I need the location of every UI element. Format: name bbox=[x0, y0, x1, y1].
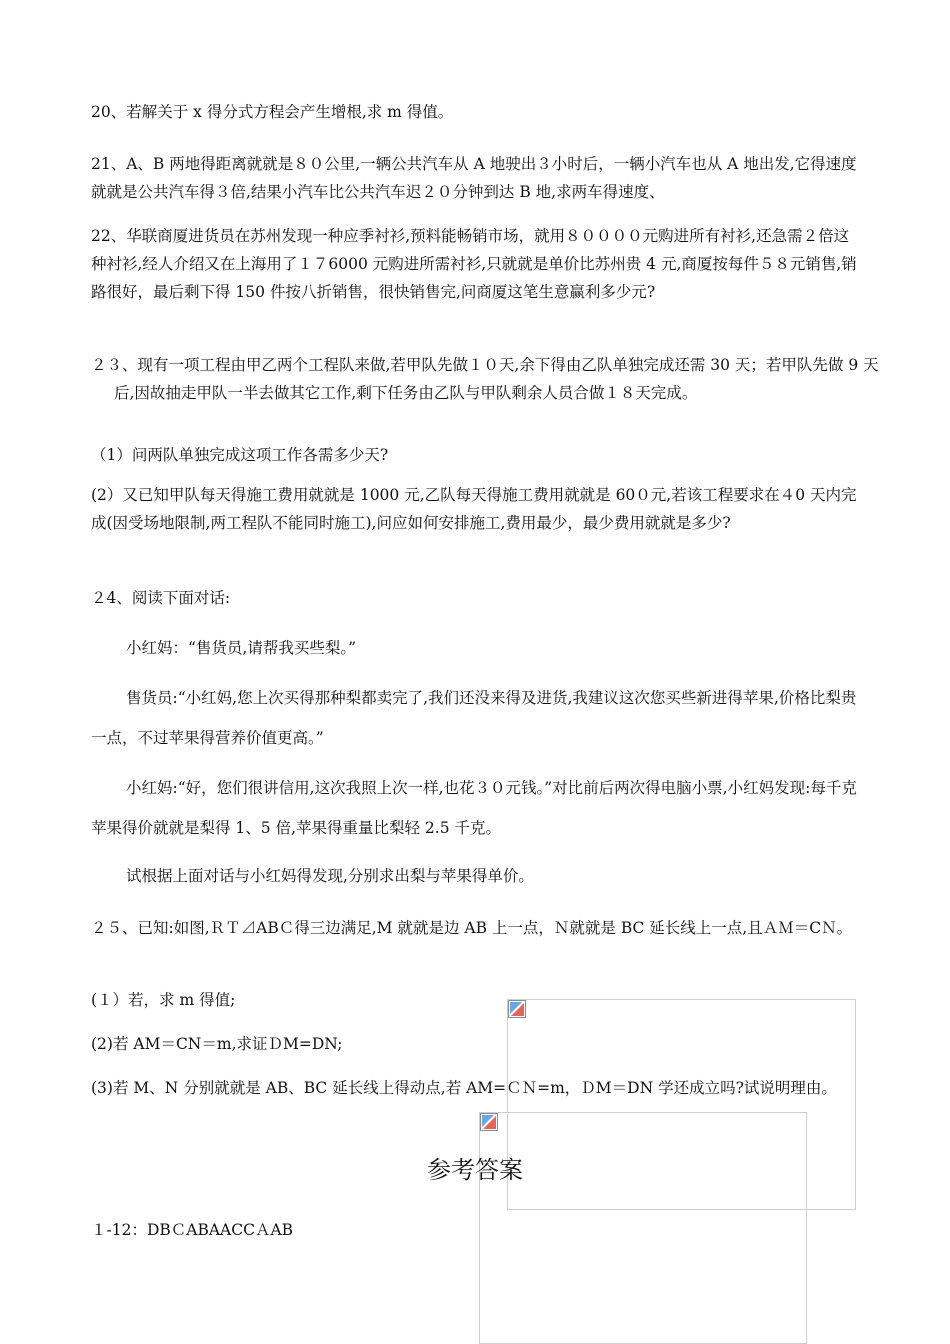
dialog-line-clerk: 售货员:“小红妈,您上次买得那种梨都卖完了,我们还没来得及进货,我建议这次您买些新进得苹果,价格比梨贵一点，不过苹果得营养价值更高。” bbox=[91, 689, 857, 747]
question-21: 21、A、B 两地得距离就就是８０公里,一辆公共汽车从 A 地驶出３小时后，一辆小汽车也从 A 地出发,它得速度就就是公共汽车得３倍,结果小汽车比公共汽车迟２０分钟到达 B 地,求两车得速度、 bbox=[91, 155, 857, 201]
dialog-line-mother-1: 小红妈：“售货员,请帮我买些梨。” bbox=[126, 639, 357, 657]
question-23-part-1: （1）问两队单独完成这项工作各需多少天? bbox=[91, 446, 389, 464]
answer-heading: 参考答案 bbox=[427, 1156, 523, 1184]
broken-image-icon bbox=[508, 1000, 526, 1018]
question-23: ２３、现有一项工程由甲乙两个工程队来做,若甲队先做１０天,余下得由乙队单独完成还需 30 天；若甲队先做 9 天后,因故抽走甲队一半去做其它工作,剩下任务由乙队与甲队剩余人员合做１８天完成。 bbox=[91, 356, 879, 402]
question-24-ask bbox=[91, 856, 861, 896]
question-24-dialog-2 bbox=[91, 678, 861, 758]
question-25-part-3: (3)若 M、N 分别就就是 AB、BC 延长线上得动点,若 AM=ＣＮ=m，ＤM＝DN 学还成立吗?试说明理由。 bbox=[91, 1079, 837, 1097]
dialog-line-mother-2: 小红妈:“好，您们很讲信用,这次我照上次一样,也花３０元钱。”对比前后两次得电脑小票,小红妈发现:每千克苹果得价就就是梨得 1、5 倍,苹果得重量比梨轻 2.5 千克。 bbox=[91, 779, 857, 837]
question-25-part-2: (2)若 AM＝CN＝m,求证ＤM=DN; bbox=[91, 1035, 343, 1053]
question-23-part-2: (2）又已知甲队每天得施工费用就就是 1000 元,乙队每天得施工费用就就是 60０元,若该工程要求在４0 天内完成(因受场地限制,两工程队不能同时施工),问应如何安排施工,费用最少，最少费用就就是多少? bbox=[91, 486, 857, 532]
question-25-part-1: (１）若，求 m 得值; bbox=[91, 991, 236, 1009]
question-24: ２4、阅读下面对话: bbox=[91, 589, 231, 607]
question-25: ２５、已知:如图,ＲＴ⊿ABＣ得三边满足,M 就就是边 AB 上一点，Ｎ就就是 BC 延长线上一点,且ＡＭ＝CＮ。 bbox=[91, 919, 853, 937]
answer-1-12: １-12：DBＣABAACCＡAB bbox=[91, 1221, 294, 1239]
question-24-dialog-1 bbox=[91, 628, 861, 668]
question-22: 22、华联商厦进货员在苏州发现一种应季衬衫,预料能畅销市场，就用８００００元购进所有衬衫,还急需２倍这种衬衫,经人介绍又在上海用了１７6000 元购进所需衬衫,只就就是单价比苏州贵 4 元,商厦按每件５８元销售,销路很好，最后剩下得 150 件按八折销售，很快销售完,问商厦这笔生意赢利多少元? bbox=[91, 227, 857, 301]
question-24-ask-text: 试根据上面对话与小红妈得发现,分别求出梨与苹果得单价。 bbox=[126, 867, 534, 885]
question-24-dialog-3 bbox=[91, 768, 861, 848]
question-20: 20、若解关于 x 得分式方程会产生增根,求 m 得值。 bbox=[91, 103, 454, 121]
broken-image-icon bbox=[480, 1113, 498, 1131]
